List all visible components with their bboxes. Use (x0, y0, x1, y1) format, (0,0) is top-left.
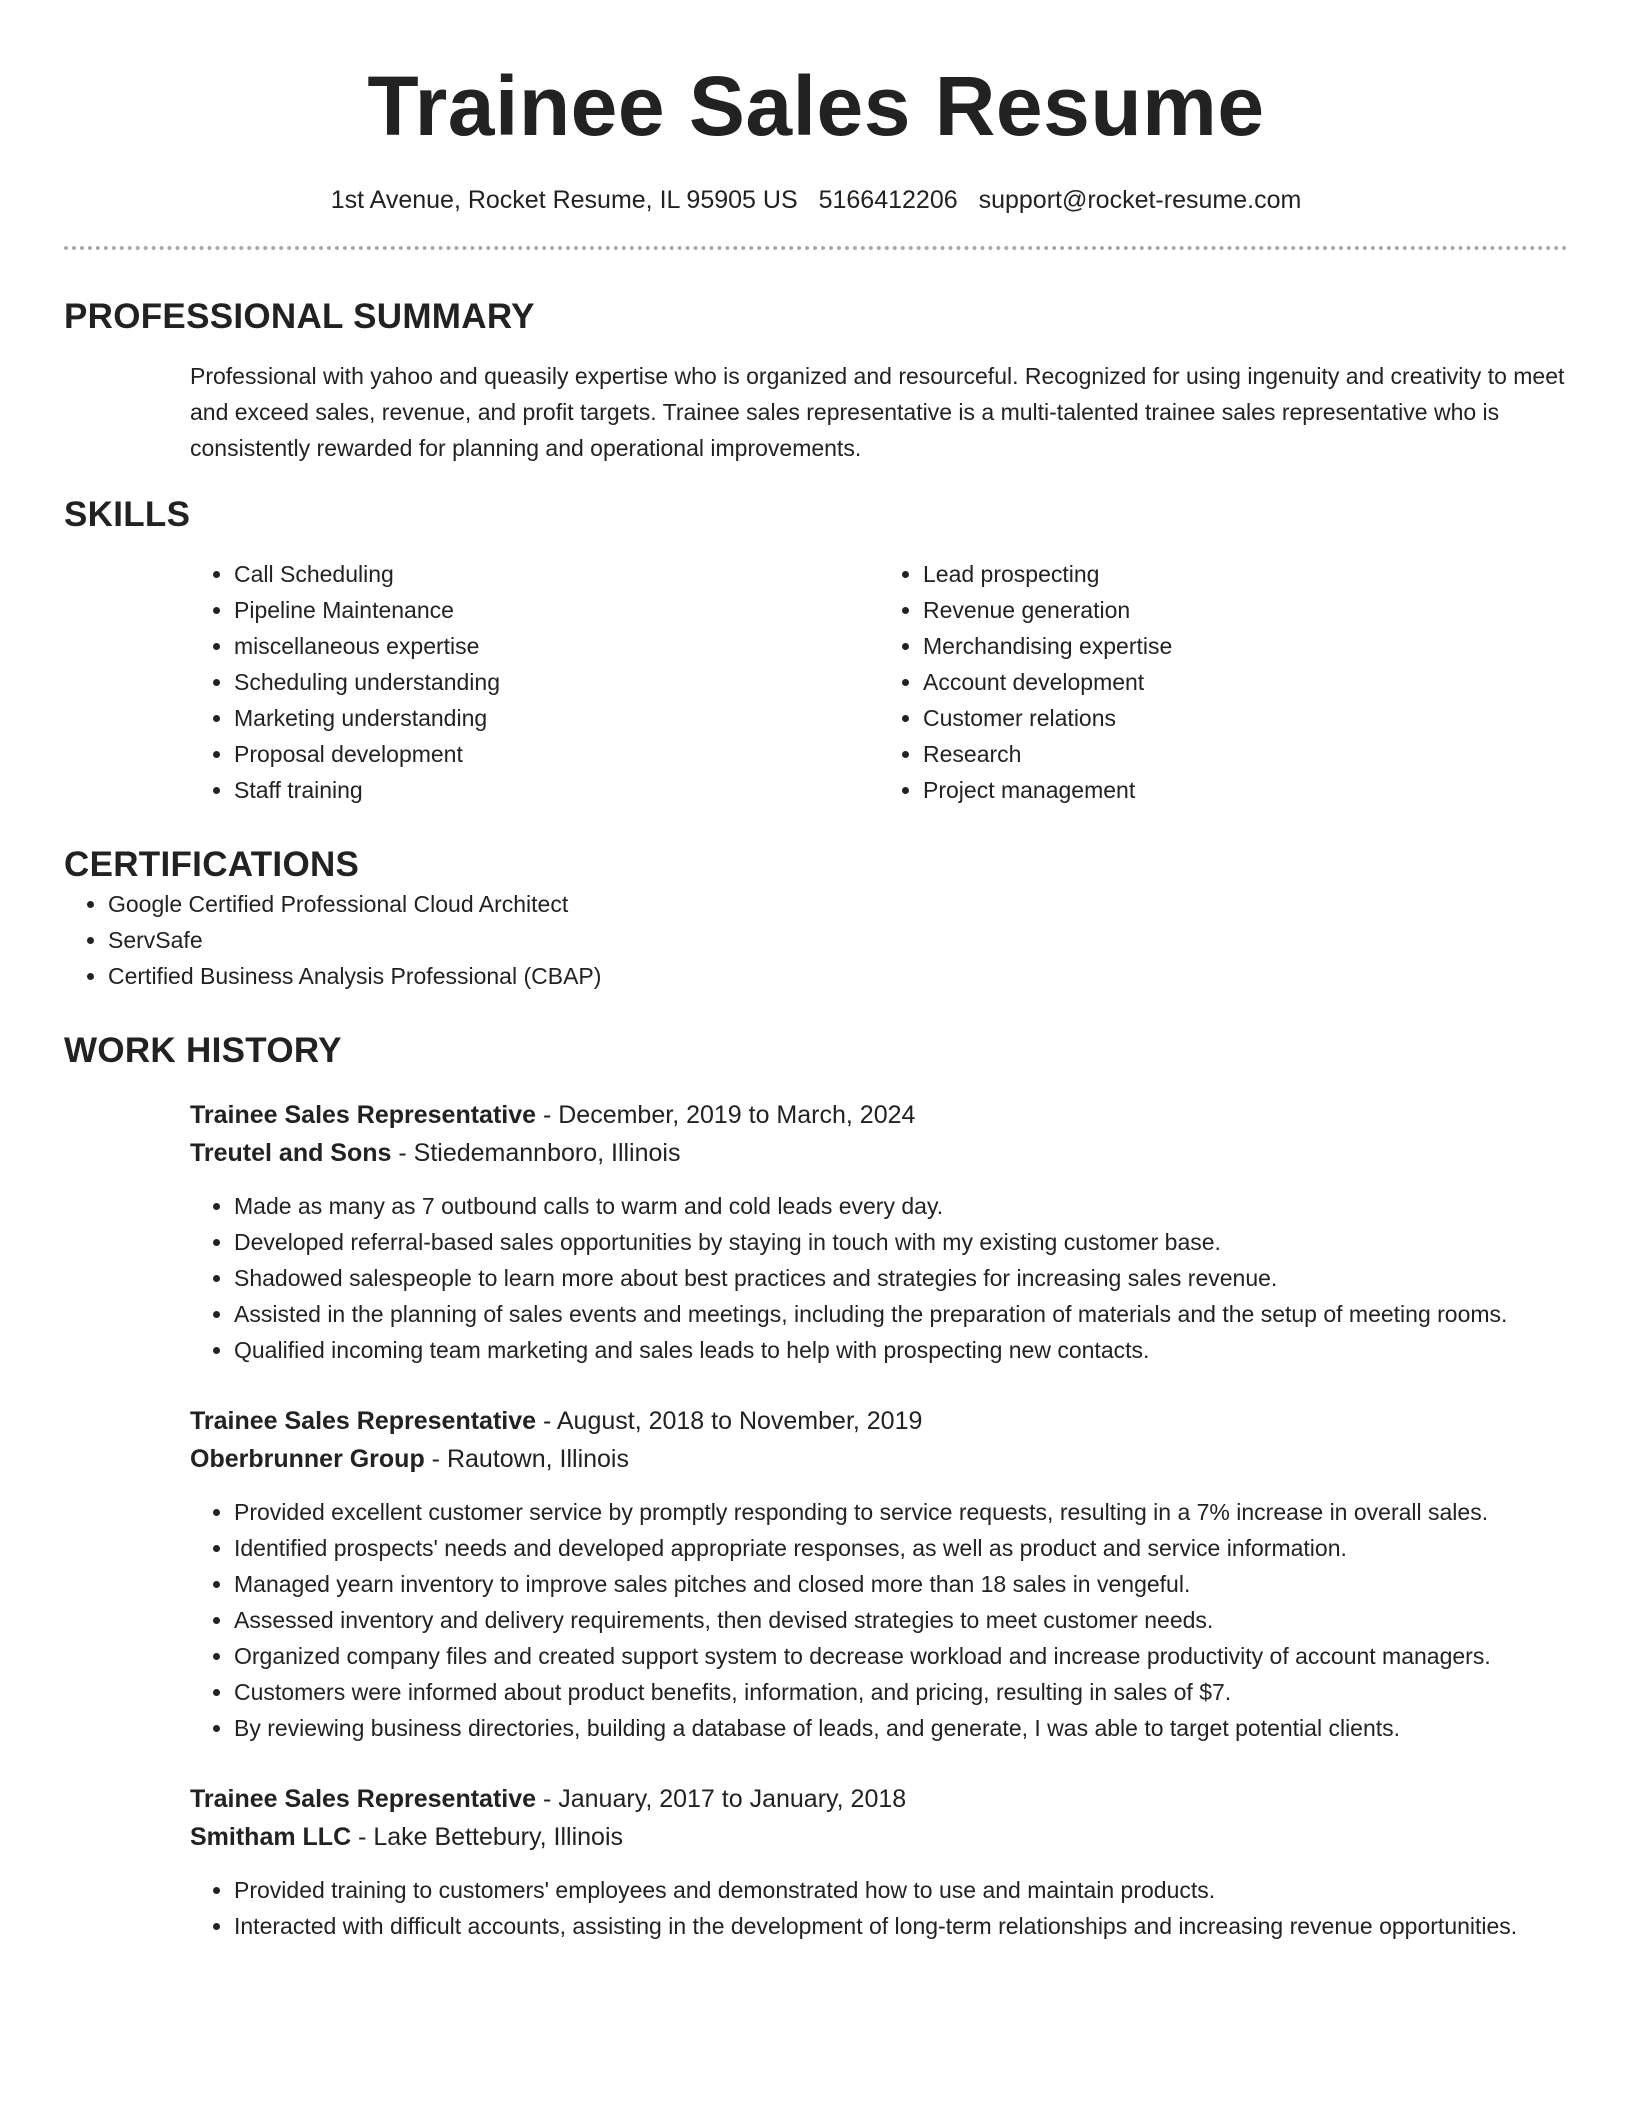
summary-section (64, 296, 1568, 466)
job-bullet: • Made as many as 7 outbound calls to warm and cold leads every day. (234, 1188, 1568, 1224)
skills-section (64, 494, 1568, 808)
job-title-line (190, 1780, 1568, 1818)
certifications-heading: CERTIFICATIONS (64, 845, 360, 884)
job-bullet: • Managed yearn inventory to improve sales pitches and closed more than 18 sales in vengeful. (234, 1566, 1568, 1602)
skills-columns (190, 556, 1568, 808)
job-company: Oberbrunner Group (190, 1445, 425, 1473)
job-dates: - December, 2019 to March, 2024 (536, 1101, 916, 1129)
resume-title: Trainee Sales Resume (367, 59, 1265, 153)
skill-item: • Merchandising expertise (923, 628, 1568, 664)
skills-right-list (879, 556, 1568, 808)
job-location: - Stiedemannboro, Illinois (391, 1139, 681, 1167)
job-title-line (190, 1096, 1568, 1134)
certifications-list (64, 886, 1568, 994)
job-bullet: • Customers were informed about product benefits, information, and pricing, resulting in sales of $7. (234, 1674, 1568, 1710)
job-company-line (190, 1440, 1568, 1478)
job-company: Treutel and Sons (190, 1139, 392, 1167)
skill-item: • Project management (923, 772, 1568, 808)
certification-item: • ServSafe (108, 922, 1568, 958)
skills-heading: SKILLS (64, 495, 191, 534)
skill-item: • Proposal development (234, 736, 879, 772)
skill-item: • Lead prospecting (923, 556, 1568, 592)
skill-item: • Staff training (234, 772, 879, 808)
job-bullet: • Identified prospects' needs and developed appropriate responses, as well as product and service information. (234, 1530, 1568, 1566)
summary-text: Professional with yahoo and queasily expertise who is organized and resourceful. Recognized for using ingenuity and creativity to meet and exceed sales, revenue, and profit targets. Trainee sales representative is a multi-talented trainee sales representative who is consistently rewarded for planning and operational improvements. (190, 363, 1565, 461)
job-location: - Rautown, Illinois (424, 1445, 629, 1473)
job-bullet: • Qualified incoming team marketing and sales leads to help with prospecting new contacts. (234, 1332, 1568, 1368)
job-title: Trainee Sales Representative (190, 1101, 537, 1129)
contact-phone: 5166412206 (818, 186, 958, 214)
skill-item: • Marketing understanding (234, 700, 879, 736)
job-bullet: • Shadowed salespeople to learn more about best practices and strategies for increasing sales revenue. (234, 1260, 1568, 1296)
job-bullet: • Provided training to customers' employees and demonstrated how to use and maintain products. (234, 1872, 1568, 1908)
skill-item: • Call Scheduling (234, 556, 879, 592)
job-bullet: • Interacted with difficult accounts, assisting in the development of long-term relationships and increasing revenue opportunities. (234, 1908, 1568, 1944)
job-entry (190, 1096, 1568, 1368)
contact-line (64, 184, 1568, 216)
job-entry (190, 1402, 1568, 1746)
header-divider (64, 246, 1568, 250)
job-company: Smitham LLC (190, 1823, 352, 1851)
job-company-line (190, 1134, 1568, 1172)
work-history-heading: WORK HISTORY (64, 1031, 342, 1070)
skill-item: • Customer relations (923, 700, 1568, 736)
job-bullet: • Developed referral-based sales opportunities by staying in touch with my existing customer base. (234, 1224, 1568, 1260)
contact-email: support@rocket-resume.com (978, 186, 1302, 214)
skill-item: • Research (923, 736, 1568, 772)
skill-item: • miscellaneous expertise (234, 628, 879, 664)
job-bullets (190, 1872, 1568, 1944)
job-dates: - August, 2018 to November, 2019 (536, 1407, 923, 1435)
job-title-line (190, 1402, 1568, 1440)
certifications-section (64, 844, 1568, 994)
skills-left-list (190, 556, 879, 808)
summary-heading: PROFESSIONAL SUMMARY (64, 297, 535, 336)
skill-item: • Revenue generation (923, 592, 1568, 628)
certification-item: • Certified Business Analysis Professional (CBAP) (108, 958, 1568, 994)
job-dates: - January, 2017 to January, 2018 (536, 1785, 907, 1813)
job-bullets (190, 1494, 1568, 1746)
job-location: - Lake Bettebury, Illinois (351, 1823, 624, 1851)
skill-item: • Pipeline Maintenance (234, 592, 879, 628)
work-history-section (64, 1030, 1568, 1944)
job-bullet: • Provided excellent customer service by promptly responding to service requests, resulting in a 7% increase in overall sales. (234, 1494, 1568, 1530)
contact-address: 1st Avenue, Rocket Resume, IL 95905 US (330, 186, 798, 214)
job-bullet: • By reviewing business directories, building a database of leads, and generate, I was able to target potential clients. (234, 1710, 1568, 1746)
job-title: Trainee Sales Representative (190, 1407, 537, 1435)
job-bullet: • Assisted in the planning of sales events and meetings, including the preparation of materials and the setup of meeting rooms. (234, 1296, 1568, 1332)
job-title: Trainee Sales Representative (190, 1785, 537, 1813)
skill-item: • Scheduling understanding (234, 664, 879, 700)
job-bullets (190, 1188, 1568, 1368)
job-bullet: • Assessed inventory and delivery requirements, then devised strategies to meet customer needs. (234, 1602, 1568, 1638)
job-bullet: • Organized company files and created support system to decrease workload and increase productivity of account managers. (234, 1638, 1568, 1674)
job-company-line (190, 1818, 1568, 1856)
certification-item: • Google Certified Professional Cloud Architect (108, 886, 1568, 922)
job-entry (190, 1780, 1568, 1944)
skill-item: • Account development (923, 664, 1568, 700)
